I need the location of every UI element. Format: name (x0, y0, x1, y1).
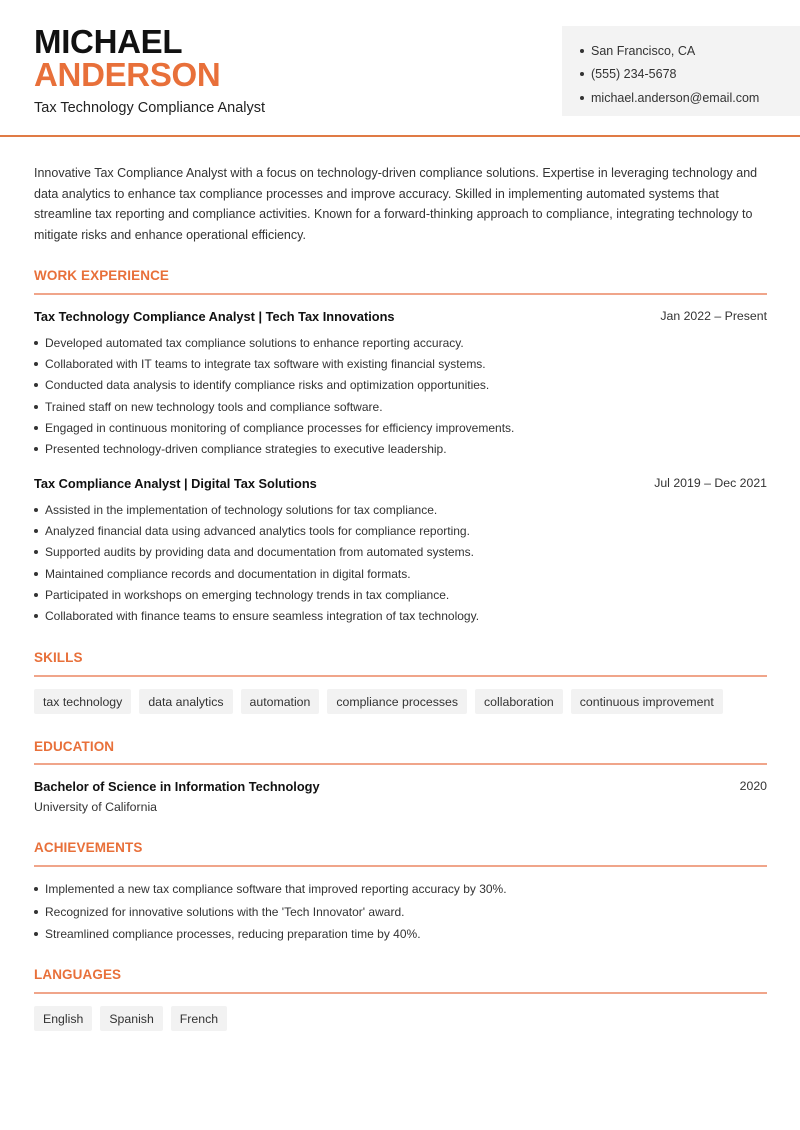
bullet-text: Recognized for innovative solutions with the 'Tech Innovator' award. (45, 904, 405, 919)
bullet-icon (34, 341, 38, 345)
job-header (34, 309, 767, 324)
education-header (34, 779, 767, 794)
section-divider (34, 763, 767, 765)
bullet-text: Developed automated tax compliance solutions to enhance reporting accuracy. (45, 335, 464, 350)
bullet-text: Implemented a new tax compliance software that improved reporting accuracy by 30%. (45, 882, 507, 897)
job-dates: Jul 2019 – Dec 2021 (654, 476, 767, 490)
section-title-education: EDUCATION (34, 739, 115, 754)
language-tags (34, 1006, 227, 1031)
list-item (34, 353, 767, 374)
list-item (34, 923, 767, 946)
bullet-text: Collaborated with finance teams to ensure seamless integration of tax technology. (45, 609, 480, 624)
list-item (34, 584, 767, 605)
list-item (34, 438, 767, 459)
bullet-text: Collaborated with IT teams to integrate tax software with existing financial systems. (45, 356, 486, 371)
bullet-text: Presented technology-driven compliance strategies to executive leadership. (45, 442, 447, 457)
skill-tag: collaboration (475, 689, 563, 714)
bullet-text: Trained staff on new technology tools and compliance software. (45, 399, 383, 414)
degree: Bachelor of Science in Information Technology (34, 779, 320, 794)
list-item (34, 563, 767, 584)
location-text: San Francisco, CA (591, 43, 696, 58)
bullet-icon (580, 96, 584, 100)
list-item (34, 396, 767, 417)
list-item (34, 332, 767, 353)
section-divider (34, 293, 767, 295)
skill-tag: compliance processes (327, 689, 467, 714)
bullet-icon (34, 383, 38, 387)
skill-tag: continuous improvement (571, 689, 723, 714)
bullet-text: Analyzed financial data using advanced analytics tools for compliance reporting. (45, 523, 470, 538)
bullet-icon (34, 550, 38, 554)
section-divider (34, 865, 767, 867)
list-item (34, 417, 767, 438)
bullet-text: Assisted in the implementation of technology solutions for tax compliance. (45, 502, 438, 517)
bullet-icon (34, 405, 38, 409)
list-item (34, 878, 767, 901)
contact-box (562, 26, 800, 116)
bullet-text: Maintained compliance records and documentation in digital formats. (45, 566, 411, 581)
summary: Innovative Tax Compliance Analyst with a focus on technology-driven compliance solutions. Expertise in leveraging technology and data analytics to enhance tax compliance processes and improve accuracy. Skilled in implementing automated systems that streamline tax reporting and compliance activities. Known for a forward-thinking approach to compliance, integrating technology to mitigate risks and enhance operational efficiency. (34, 166, 758, 243)
bullet-icon (580, 72, 584, 76)
bullet-icon (34, 572, 38, 576)
section-title-languages: LANGUAGES (34, 967, 122, 982)
resume-header (0, 0, 800, 137)
contact-location (580, 39, 800, 63)
list-item (34, 499, 767, 520)
graduation-year: 2020 (739, 779, 767, 793)
contact-email[interactable] (580, 86, 800, 110)
language-tag: French (171, 1006, 227, 1031)
bullet-icon (34, 362, 38, 366)
skill-tag: tax technology (34, 689, 131, 714)
bullet-icon (34, 447, 38, 451)
section-divider (34, 992, 767, 994)
section-title-work: WORK EXPERIENCE (34, 268, 170, 283)
achievements-list (34, 878, 767, 946)
last-name: ANDERSON (34, 56, 221, 93)
bullet-icon (34, 508, 38, 512)
first-name: MICHAEL (34, 23, 183, 60)
section-title-skills: SKILLS (34, 650, 83, 665)
bullet-icon (580, 49, 584, 53)
bullet-icon (34, 593, 38, 597)
email-text[interactable]: michael.anderson@email.com (591, 90, 760, 105)
bullet-icon (34, 910, 38, 914)
phone-text: (555) 234-5678 (591, 67, 677, 82)
bullet-icon (34, 529, 38, 533)
section-title-achievements: ACHIEVEMENTS (34, 840, 143, 855)
job-header (34, 476, 767, 491)
school: University of California (34, 800, 158, 814)
list-item (34, 375, 767, 396)
section-divider (34, 675, 767, 677)
bullet-text: Supported audits by providing data and documentation from automated systems. (45, 545, 474, 560)
bullet-text: Engaged in continuous monitoring of compliance processes for efficiency improvements. (45, 420, 515, 435)
bullet-icon (34, 887, 38, 891)
bullet-text: Participated in workshops on emerging technology trends in tax compliance. (45, 587, 450, 602)
skill-tag: automation (241, 689, 320, 714)
skill-tag: data analytics (139, 689, 232, 714)
bullet-icon (34, 932, 38, 936)
job-heading: Tax Compliance Analyst | Digital Tax Solutions (34, 476, 317, 491)
job-bullets (34, 332, 767, 460)
language-tag: Spanish (100, 1006, 162, 1031)
skills-tags (34, 689, 723, 714)
bullet-icon (34, 426, 38, 430)
contact-phone (580, 63, 800, 87)
list-item (34, 605, 767, 626)
bullet-text: Streamlined compliance processes, reducing preparation time by 40%. (45, 927, 421, 942)
list-item (34, 520, 767, 541)
bullet-icon (34, 614, 38, 618)
job-heading: Tax Technology Compliance Analyst | Tech Tax Innovations (34, 309, 395, 324)
job-title: Tax Technology Compliance Analyst (34, 100, 266, 116)
language-tag: English (34, 1006, 92, 1031)
bullet-text: Conducted data analysis to identify compliance risks and optimization opportunities. (45, 378, 490, 393)
list-item (34, 542, 767, 563)
list-item (34, 901, 767, 924)
job-dates: Jan 2022 – Present (660, 309, 767, 323)
job-bullets (34, 499, 767, 627)
